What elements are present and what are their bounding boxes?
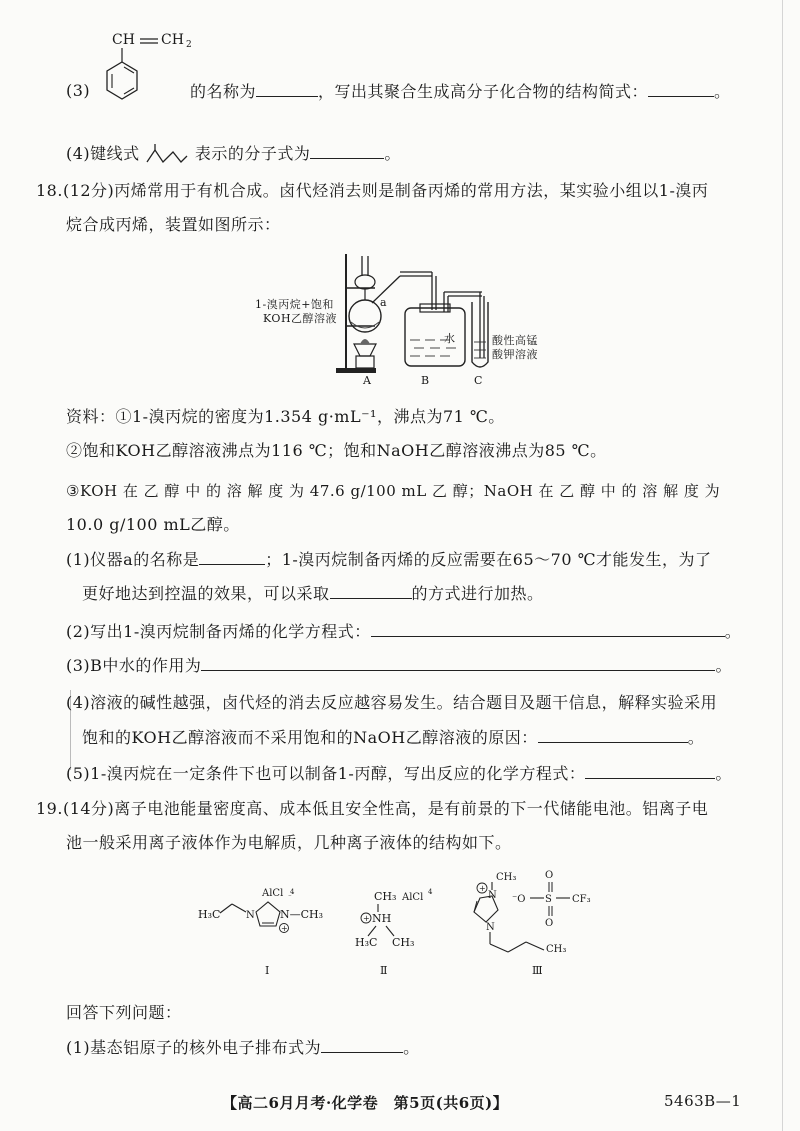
styrene-structure — [82, 28, 192, 122]
q19-answer-prompt: 回答下列问题： — [66, 1003, 182, 1022]
svg-text:O: O — [545, 918, 554, 929]
svg-text:S: S — [545, 894, 552, 905]
q18-part-5: (5)1-溴丙烷在一定条件下也可以制备1-丙醇，写出反应的化学方程式： 。 — [66, 764, 732, 783]
q18-2-blank[interactable] — [371, 620, 725, 637]
footer-page-info: 【高二6月月考·化学卷 第5页(共6页)】 — [222, 1094, 509, 1112]
q17-4-text: 表示的分子式为 — [194, 144, 311, 163]
svg-text:+: + — [363, 914, 370, 923]
svg-text:H₃C: H₃C — [198, 908, 221, 921]
q18-intro-2: 烷合成丙烯，装置如图所示： — [66, 215, 281, 234]
q17-3-line: 的名称为 ，写出其聚合生成高分子化合物的结构简式： 。 — [190, 82, 731, 101]
q18-part-4b: 饱和的KOH乙醇溶液而不采用饱和的NaOH乙醇溶液的原因： 。 — [82, 728, 705, 747]
svg-text:CH₃: CH₃ — [392, 936, 415, 949]
svg-text:4: 4 — [428, 888, 433, 896]
svg-text:H₃C: H₃C — [355, 936, 378, 949]
q18-part-2: (2)写出1-溴丙烷制备丙烯的化学方程式： 。 — [66, 622, 742, 641]
q17-3-blank-polymer[interactable] — [648, 80, 714, 97]
q18-1-blank-instrument[interactable] — [199, 548, 265, 565]
q18-info-3b: 10.0 g/100 mL乙醇。 — [66, 515, 240, 534]
svg-text:CF₃: CF₃ — [572, 894, 591, 905]
q17-4-blank[interactable] — [310, 142, 384, 159]
styrene-ch2-label: CH — [161, 32, 184, 48]
q17-3-number: (3) — [66, 81, 91, 100]
apparatus-label-water: 水 — [444, 332, 456, 345]
svg-text:AlCl: AlCl — [402, 892, 424, 903]
q18-5-blank[interactable] — [585, 762, 715, 779]
q18-part-1a: (1)仪器a的名称是 ；1-溴丙烷制备丙烯的反应需要在65～70 ℃才能发生，为了 — [66, 550, 712, 569]
structure-I — [198, 888, 323, 977]
footer-code: 5463B—1 — [664, 1092, 742, 1110]
skeletal-formula-icon — [145, 144, 189, 166]
styrene-ch-label: CH — [112, 32, 135, 48]
q17-3-text-b: ，写出其聚合生成高分子化合物的结构简式： — [318, 82, 649, 101]
svg-text:4: 4 — [290, 888, 295, 896]
q17-3-blank-name[interactable] — [256, 80, 318, 97]
svg-text:NH: NH — [372, 912, 392, 925]
q17-3-text-a: 的名称为 — [190, 82, 257, 101]
svg-text:+: + — [281, 924, 288, 933]
q17-4-prefix: (4)键线式 — [66, 144, 140, 163]
svg-text:2: 2 — [186, 40, 192, 50]
instrument-a-label: a — [380, 296, 387, 309]
page-margin-line — [782, 0, 783, 1131]
q19-part-1: (1)基态铝原子的核外电子排布式为 。 — [66, 1038, 420, 1057]
ionic-liquid-structures — [180, 866, 640, 990]
apparatus-label-kmno4-2: 酸钾溶液 — [492, 348, 538, 361]
apparatus-label-B: B — [421, 374, 430, 387]
q18-3-blank[interactable] — [201, 654, 715, 671]
q19-1-blank[interactable] — [321, 1036, 403, 1053]
q17-4-line: (4)键线式 表示的分子式为 。 — [66, 142, 401, 166]
svg-text:N: N — [488, 890, 497, 901]
q18-1-blank-heating[interactable] — [330, 582, 412, 599]
apparatus-label-reagent-1: 1-溴丙烷+饱和 — [255, 298, 334, 311]
svg-text:AlCl: AlCl — [262, 888, 284, 899]
svg-text:CH₃: CH₃ — [546, 944, 567, 955]
structure-III — [474, 870, 591, 977]
q18-info-1: 资料：①1-溴丙烷的密度为1.354 g·mL⁻¹，沸点为71 ℃。 — [66, 407, 505, 426]
svg-text:⁻O: ⁻O — [512, 894, 526, 905]
svg-text:+: + — [479, 884, 486, 893]
svg-text:CH₃: CH₃ — [374, 890, 397, 903]
q18-intro-1: 18.(12分)丙烯常用于有机合成。卤代烃消去则是制备丙烯的常用方法，某实验小组以1-溴丙 — [36, 181, 709, 200]
svg-text:Ⅱ: Ⅱ — [380, 964, 388, 977]
svg-text:Ⅲ: Ⅲ — [532, 964, 543, 977]
q18-part-1b: 更好地达到控温的效果，可以采取 的方式进行加热。 — [82, 584, 544, 603]
svg-text:Ⅰ: Ⅰ — [265, 964, 270, 977]
apparatus-label-reagent-2: KOH乙醇溶液 — [263, 312, 338, 325]
svg-text:⁻: ⁻ — [288, 893, 292, 901]
q19-intro-2: 池一般采用离子液体作为电解质，几种离子液体的结构如下。 — [66, 833, 512, 852]
svg-text:N—CH₃: N—CH₃ — [280, 908, 324, 921]
q18-part-3: (3)B中水的作用为 。 — [66, 656, 732, 675]
svg-text:N: N — [246, 910, 255, 921]
q18-info-2: ②饱和KOH乙醇溶液沸点为116 ℃；饱和NaOH乙醇溶液沸点为85 ℃。 — [66, 441, 607, 460]
svg-text:N: N — [486, 922, 495, 933]
q18-part-4a: (4)溶液的碱性越强，卤代烃的消去反应越容易发生。结合题目及题干信息，解释实验采用 — [66, 693, 718, 712]
q18-info-3a: ③KOH 在 乙 醇 中 的 溶 解 度 为 47.6 g/100 mL 乙 醇；NaOH 在 乙 醇 中 的 溶 解 度 为 — [66, 482, 721, 500]
apparatus-label-A: A — [363, 374, 372, 387]
q18-4-blank[interactable] — [538, 726, 688, 743]
structure-II — [355, 888, 433, 977]
apparatus-label-kmno4-1: 酸性高锰 — [492, 334, 538, 347]
svg-text:CH₃: CH₃ — [496, 872, 517, 883]
apparatus-label-C: C — [474, 374, 483, 387]
svg-text:O: O — [545, 870, 554, 881]
q19-intro-1: 19.(14分)离子电池能量密度高、成本低且安全性高，是有前景的下一代储能电池。铝离子电 — [36, 799, 709, 818]
